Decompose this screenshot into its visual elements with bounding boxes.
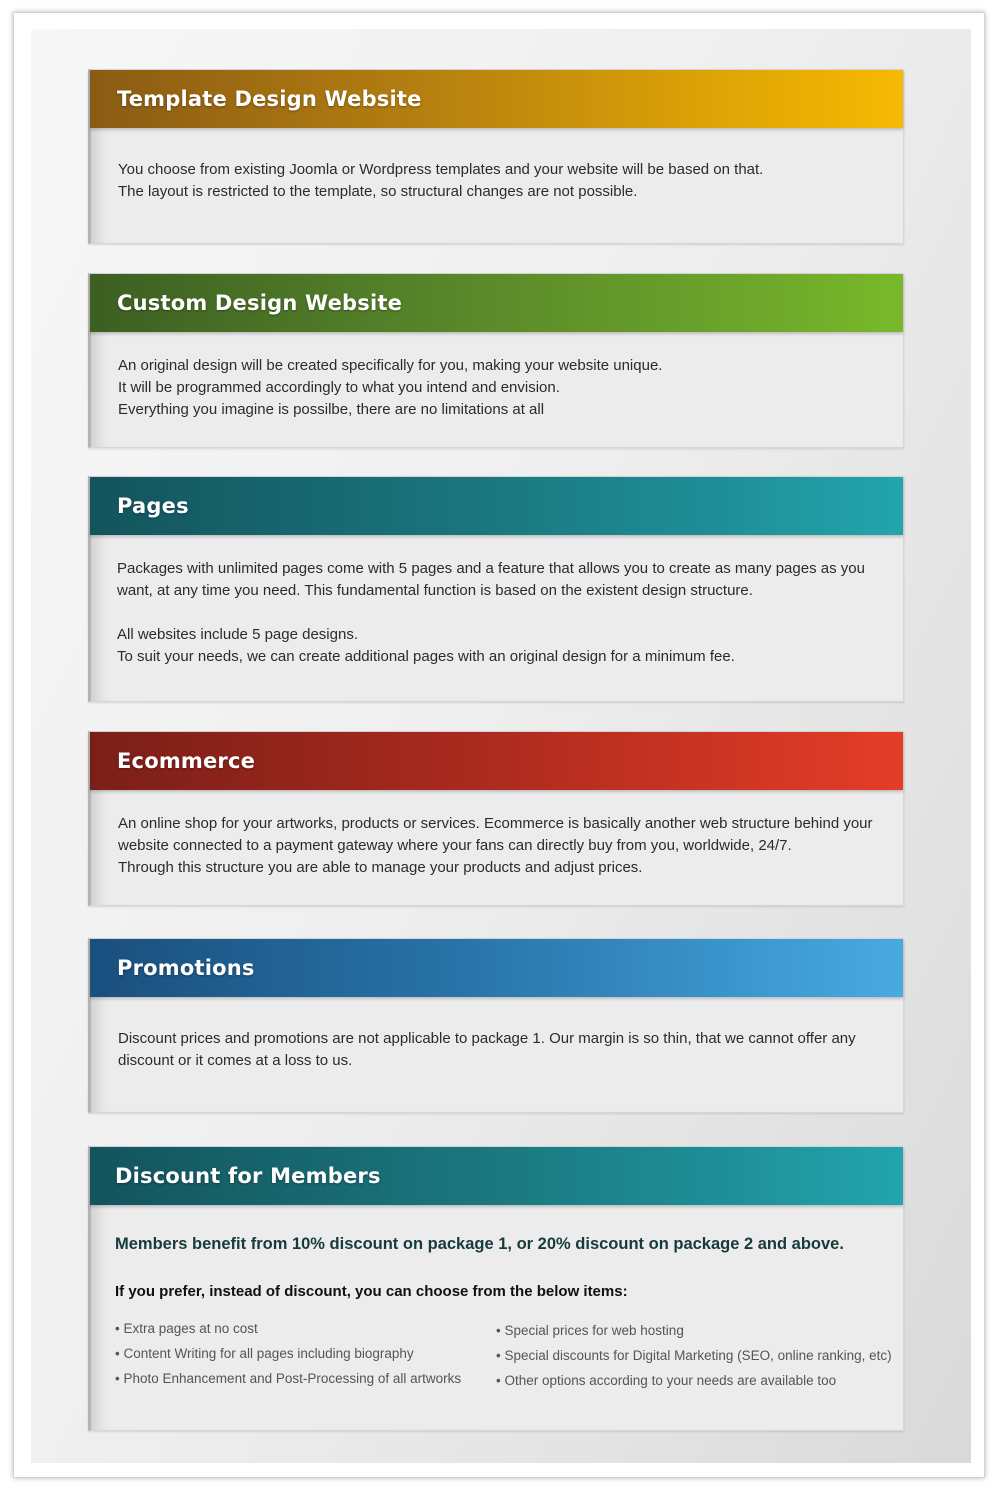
section-body [91, 790, 903, 879]
list-item: • Special prices for web hosting [496, 1318, 892, 1343]
list-item: • Content Writing for all pages including biography [115, 1341, 496, 1366]
section-body [91, 997, 903, 1072]
body-line: To suit your needs, we can create additional pages with an original design for a minimum fee. [117, 648, 735, 665]
section-title-bar [90, 939, 903, 997]
section-title-bar [90, 1147, 903, 1205]
list-item: • Special discounts for Digital Marketing (SEO, online ranking, etc) [496, 1343, 892, 1368]
benefit-columns [115, 1316, 903, 1393]
section-discount-members [88, 1146, 904, 1431]
body-line: All websites include 5 page designs. [117, 626, 358, 643]
section-body [91, 535, 903, 668]
section-body [91, 1205, 903, 1393]
body-line: The layout is restricted to the template, so structural changes are not possible. [118, 183, 638, 200]
body-line: Packages with unlimited pages come with 5 pages and a feature that allows you to create as many pages as you [117, 560, 865, 577]
body-line: An original design will be created specifically for you, making your website unique. [118, 357, 663, 374]
body-line: discount or it comes at a loss to us. [118, 1052, 353, 1069]
section-title: Custom Design Website [117, 291, 403, 315]
section-template-design [88, 69, 904, 244]
page-canvas [31, 29, 971, 1463]
section-promotions [88, 938, 904, 1113]
benefit-list-left [115, 1316, 496, 1393]
body-line: Discount prices and promotions are not applicable to package 1. Our margin is so thin, that we cannot offer any [118, 1030, 856, 1047]
section-title: Pages [117, 494, 189, 518]
benefit-list-right [496, 1318, 892, 1393]
page-frame [13, 12, 985, 1478]
body-line: want, at any time you need. This fundamental function is based on the existent design structure. [117, 582, 753, 599]
body-line: Everything you imagine is possilbe, there are no limitations at all [118, 401, 545, 418]
section-title: Ecommerce [117, 749, 256, 773]
list-item: • Other options according to your needs are available too [496, 1368, 892, 1393]
body-line: Through this structure you are able to manage your products and adjust prices. [118, 859, 643, 876]
members-lead: Members benefit from 10% discount on package 1, or 20% discount on package 2 and above. [115, 1235, 844, 1253]
list-item: • Photo Enhancement and Post-Processing of all artworks [115, 1366, 496, 1391]
section-title-bar [90, 70, 903, 128]
section-title: Promotions [117, 956, 255, 980]
section-pages [88, 476, 904, 702]
section-title: Template Design Website [117, 87, 422, 111]
section-title: Discount for Members [115, 1164, 381, 1188]
body-line: It will be programmed accordingly to what you intend and envision. [118, 379, 560, 396]
list-item: • Extra pages at no cost [115, 1316, 496, 1341]
section-body [91, 128, 903, 203]
section-custom-design [88, 273, 904, 448]
body-line: You choose from existing Joomla or Wordpress templates and your website will be based on that. [118, 161, 764, 178]
body-line: website connected to a payment gateway where your fans can directly buy from you, worldwide, 24/7. [118, 837, 792, 854]
section-title-bar [90, 274, 903, 332]
section-body [91, 332, 903, 421]
section-ecommerce [88, 731, 904, 906]
section-title-bar [90, 732, 903, 790]
members-subheading: If you prefer, instead of discount, you can choose from the below items: [115, 1283, 628, 1300]
body-line: An online shop for your artworks, products or services. Ecommerce is basically another web structure behind your [118, 815, 873, 832]
section-title-bar [90, 477, 903, 535]
